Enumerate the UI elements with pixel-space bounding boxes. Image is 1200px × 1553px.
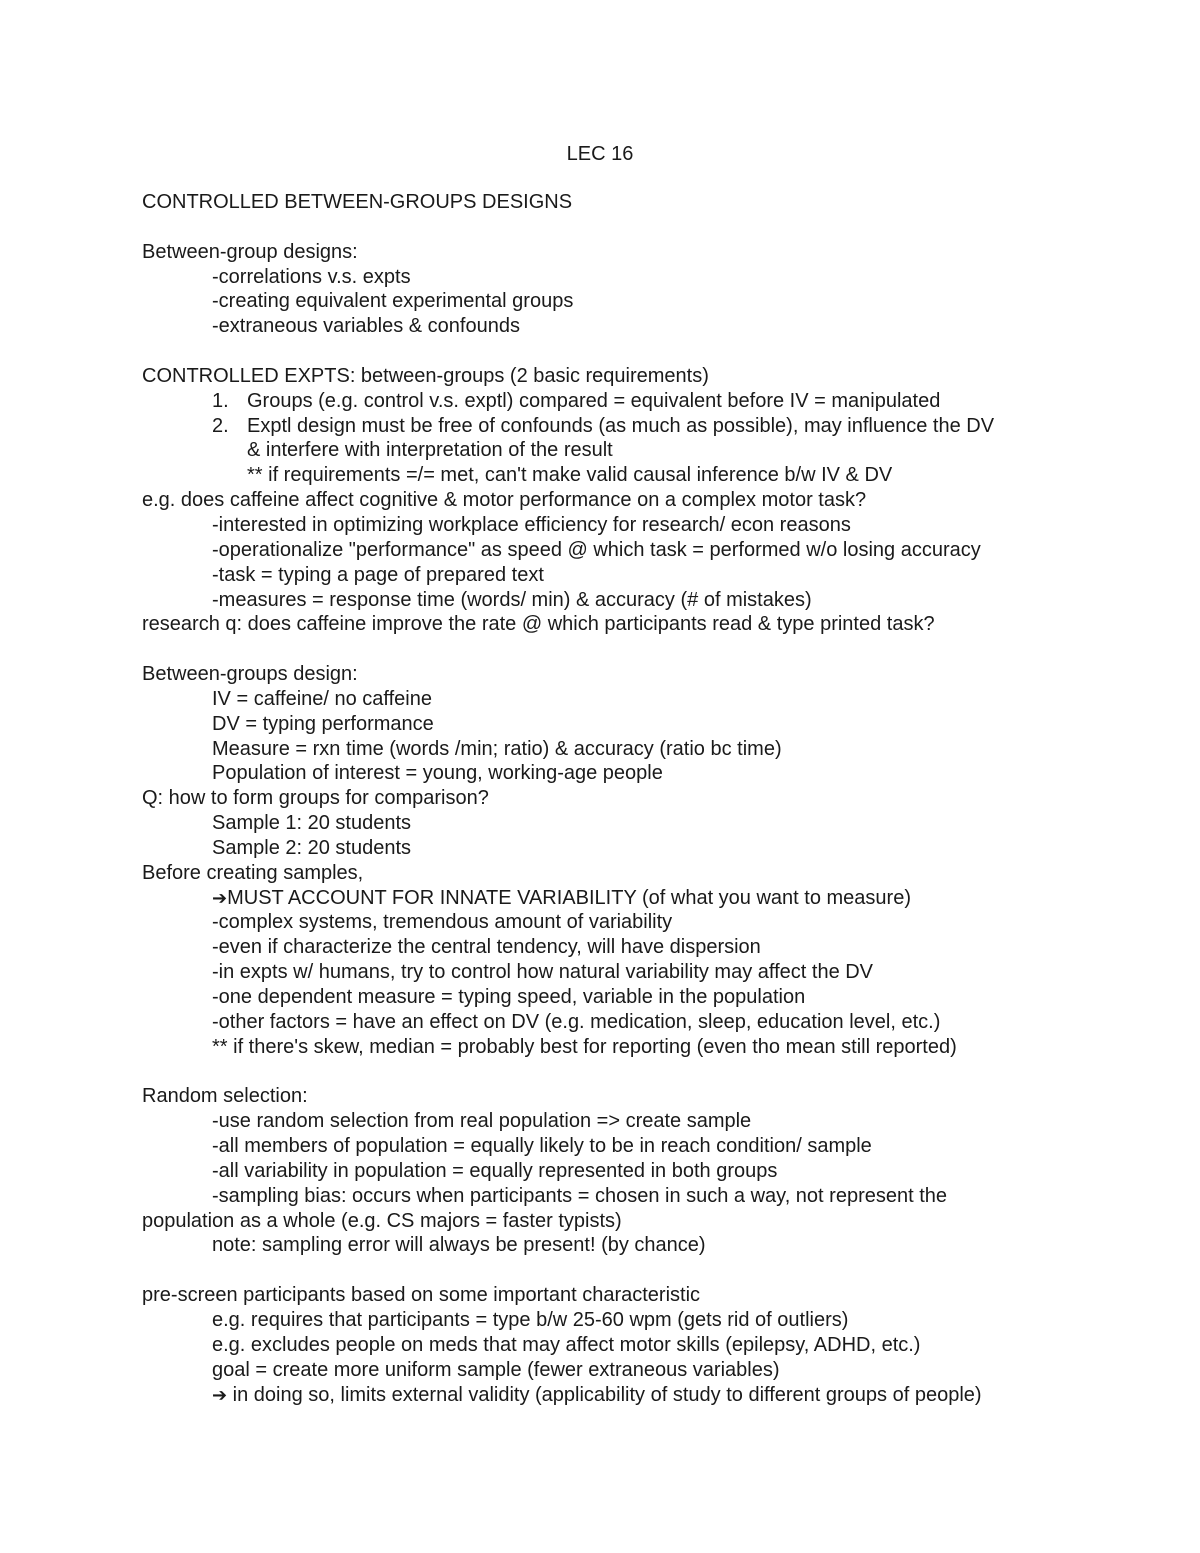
bullet-line: e.g. excludes people on meds that may affect motor skills (epilepsy, ADHD, etc.)	[212, 1333, 921, 1356]
bullet-line: Measure = rxn time (words /min; ratio) & accuracy (ratio bc time)	[212, 737, 782, 760]
arrow-line	[142, 1383, 1062, 1408]
numbered-item-1	[142, 389, 1062, 414]
bullet-line: Population of interest = young, working-age people	[212, 762, 663, 785]
bullet-line: IV = caffeine/ no caffeine	[212, 687, 432, 710]
bullet-line: -creating equivalent experimental groups	[212, 290, 574, 313]
arrow-right-icon: ➔	[212, 887, 228, 909]
bullet-line: -extraneous variables & confounds	[212, 315, 520, 338]
numbered-item-2	[142, 414, 1062, 439]
bullet-line: -all variability in population = equally represented in both groups	[212, 1159, 778, 1182]
bullet-line: Sample 1: 20 students	[212, 812, 412, 835]
section-heading-between-groups-design: Between-groups design:	[142, 663, 358, 686]
arrow-right-icon: ➔	[212, 1384, 228, 1406]
bullet-line: -sampling bias: occurs when participants = chosen in such a way, not represent the	[212, 1184, 948, 1207]
section-heading-random-selection: Random selection:	[142, 1085, 308, 1108]
section-heading-between-group: Between-group designs:	[142, 240, 358, 263]
bullet-line: -measures = response time (words/ min) & accuracy (# of mistakes)	[212, 588, 812, 611]
bullet-line: -operationalize "performance" as speed @ which task = performed w/o losing accuracy	[212, 538, 981, 561]
list-item-text: Groups (e.g. control v.s. exptl) compared = equivalent before IV = manipulated	[247, 389, 941, 412]
list-number: 2.	[212, 414, 229, 437]
bullet-line: -task = typing a page of prepared text	[212, 563, 544, 586]
bullet-line: -use random selection from real population => create sample	[212, 1110, 752, 1133]
notes-body	[142, 190, 1062, 1407]
arrow-line-text: in doing so, limits external validity (applicability of study to different groups of people)	[227, 1383, 982, 1406]
arrow-line	[142, 886, 1062, 911]
bullet-line: e.g. requires that participants = type b/w 25-60 wpm (gets rid of outliers)	[212, 1308, 849, 1331]
note-line: ** if there's skew, median = probably best for reporting (even tho mean still reported)	[212, 1035, 957, 1058]
section-heading-pre-screen: pre-screen participants based on some important characteristic	[142, 1284, 701, 1307]
note-line: ** if requirements =/= met, can't make valid causal inference b/w IV & DV	[247, 464, 893, 487]
question-line: Q: how to form groups for comparison?	[142, 787, 489, 810]
bullet-line: -one dependent measure = typing speed, variable in the population	[212, 986, 806, 1008]
example-line: e.g. does caffeine affect cognitive & motor performance on a complex motor task?	[142, 489, 867, 512]
numbered-item-continuation: & interfere with interpretation of the result	[247, 439, 613, 462]
bullet-line: -all members of population = equally likely to be in reach condition/ sample	[212, 1135, 872, 1158]
bullet-line: -other factors = have an effect on DV (e.g. medication, sleep, education level, etc.)	[212, 1010, 941, 1033]
list-item-text: Exptl design must be free of confounds (as much as possible), may influence the DV	[247, 414, 995, 437]
wrapped-line: population as a whole (e.g. CS majors = faster typists)	[142, 1209, 622, 1232]
bullet-line: -interested in optimizing workplace efficiency for research/ econ reasons	[212, 513, 851, 536]
note-line: note: sampling error will always be present! (by chance)	[212, 1234, 706, 1257]
arrow-line-text: MUST ACCOUNT FOR INNATE VARIABILITY (of what you want to measure)	[227, 886, 911, 909]
section-heading-controlled-expts: CONTROLLED EXPTS: between-groups (2 basic requirements)	[142, 364, 709, 387]
bullet-line: goal = create more uniform sample (fewer extraneous variables)	[212, 1358, 780, 1381]
bullet-line: -complex systems, tremendous amount of variability	[212, 911, 673, 934]
research-question-line: research q: does caffeine improve the rate @ which participants read & type printed task?	[142, 613, 935, 636]
text-line: Before creating samples,	[142, 861, 364, 884]
bullet-line: -even if characterize the central tendency, will have dispersion	[212, 936, 761, 959]
section-heading: CONTROLLED BETWEEN-GROUPS DESIGNS	[142, 191, 573, 213]
lecture-title: LEC 16	[566, 143, 634, 165]
bullet-line: -in expts w/ humans, try to control how natural variability may affect the DV	[212, 961, 874, 984]
bullet-line: Sample 2: 20 students	[212, 836, 412, 859]
bullet-line: DV = typing performance	[212, 712, 434, 735]
list-number: 1.	[212, 389, 229, 412]
bullet-line: -correlations v.s. expts	[212, 265, 411, 288]
